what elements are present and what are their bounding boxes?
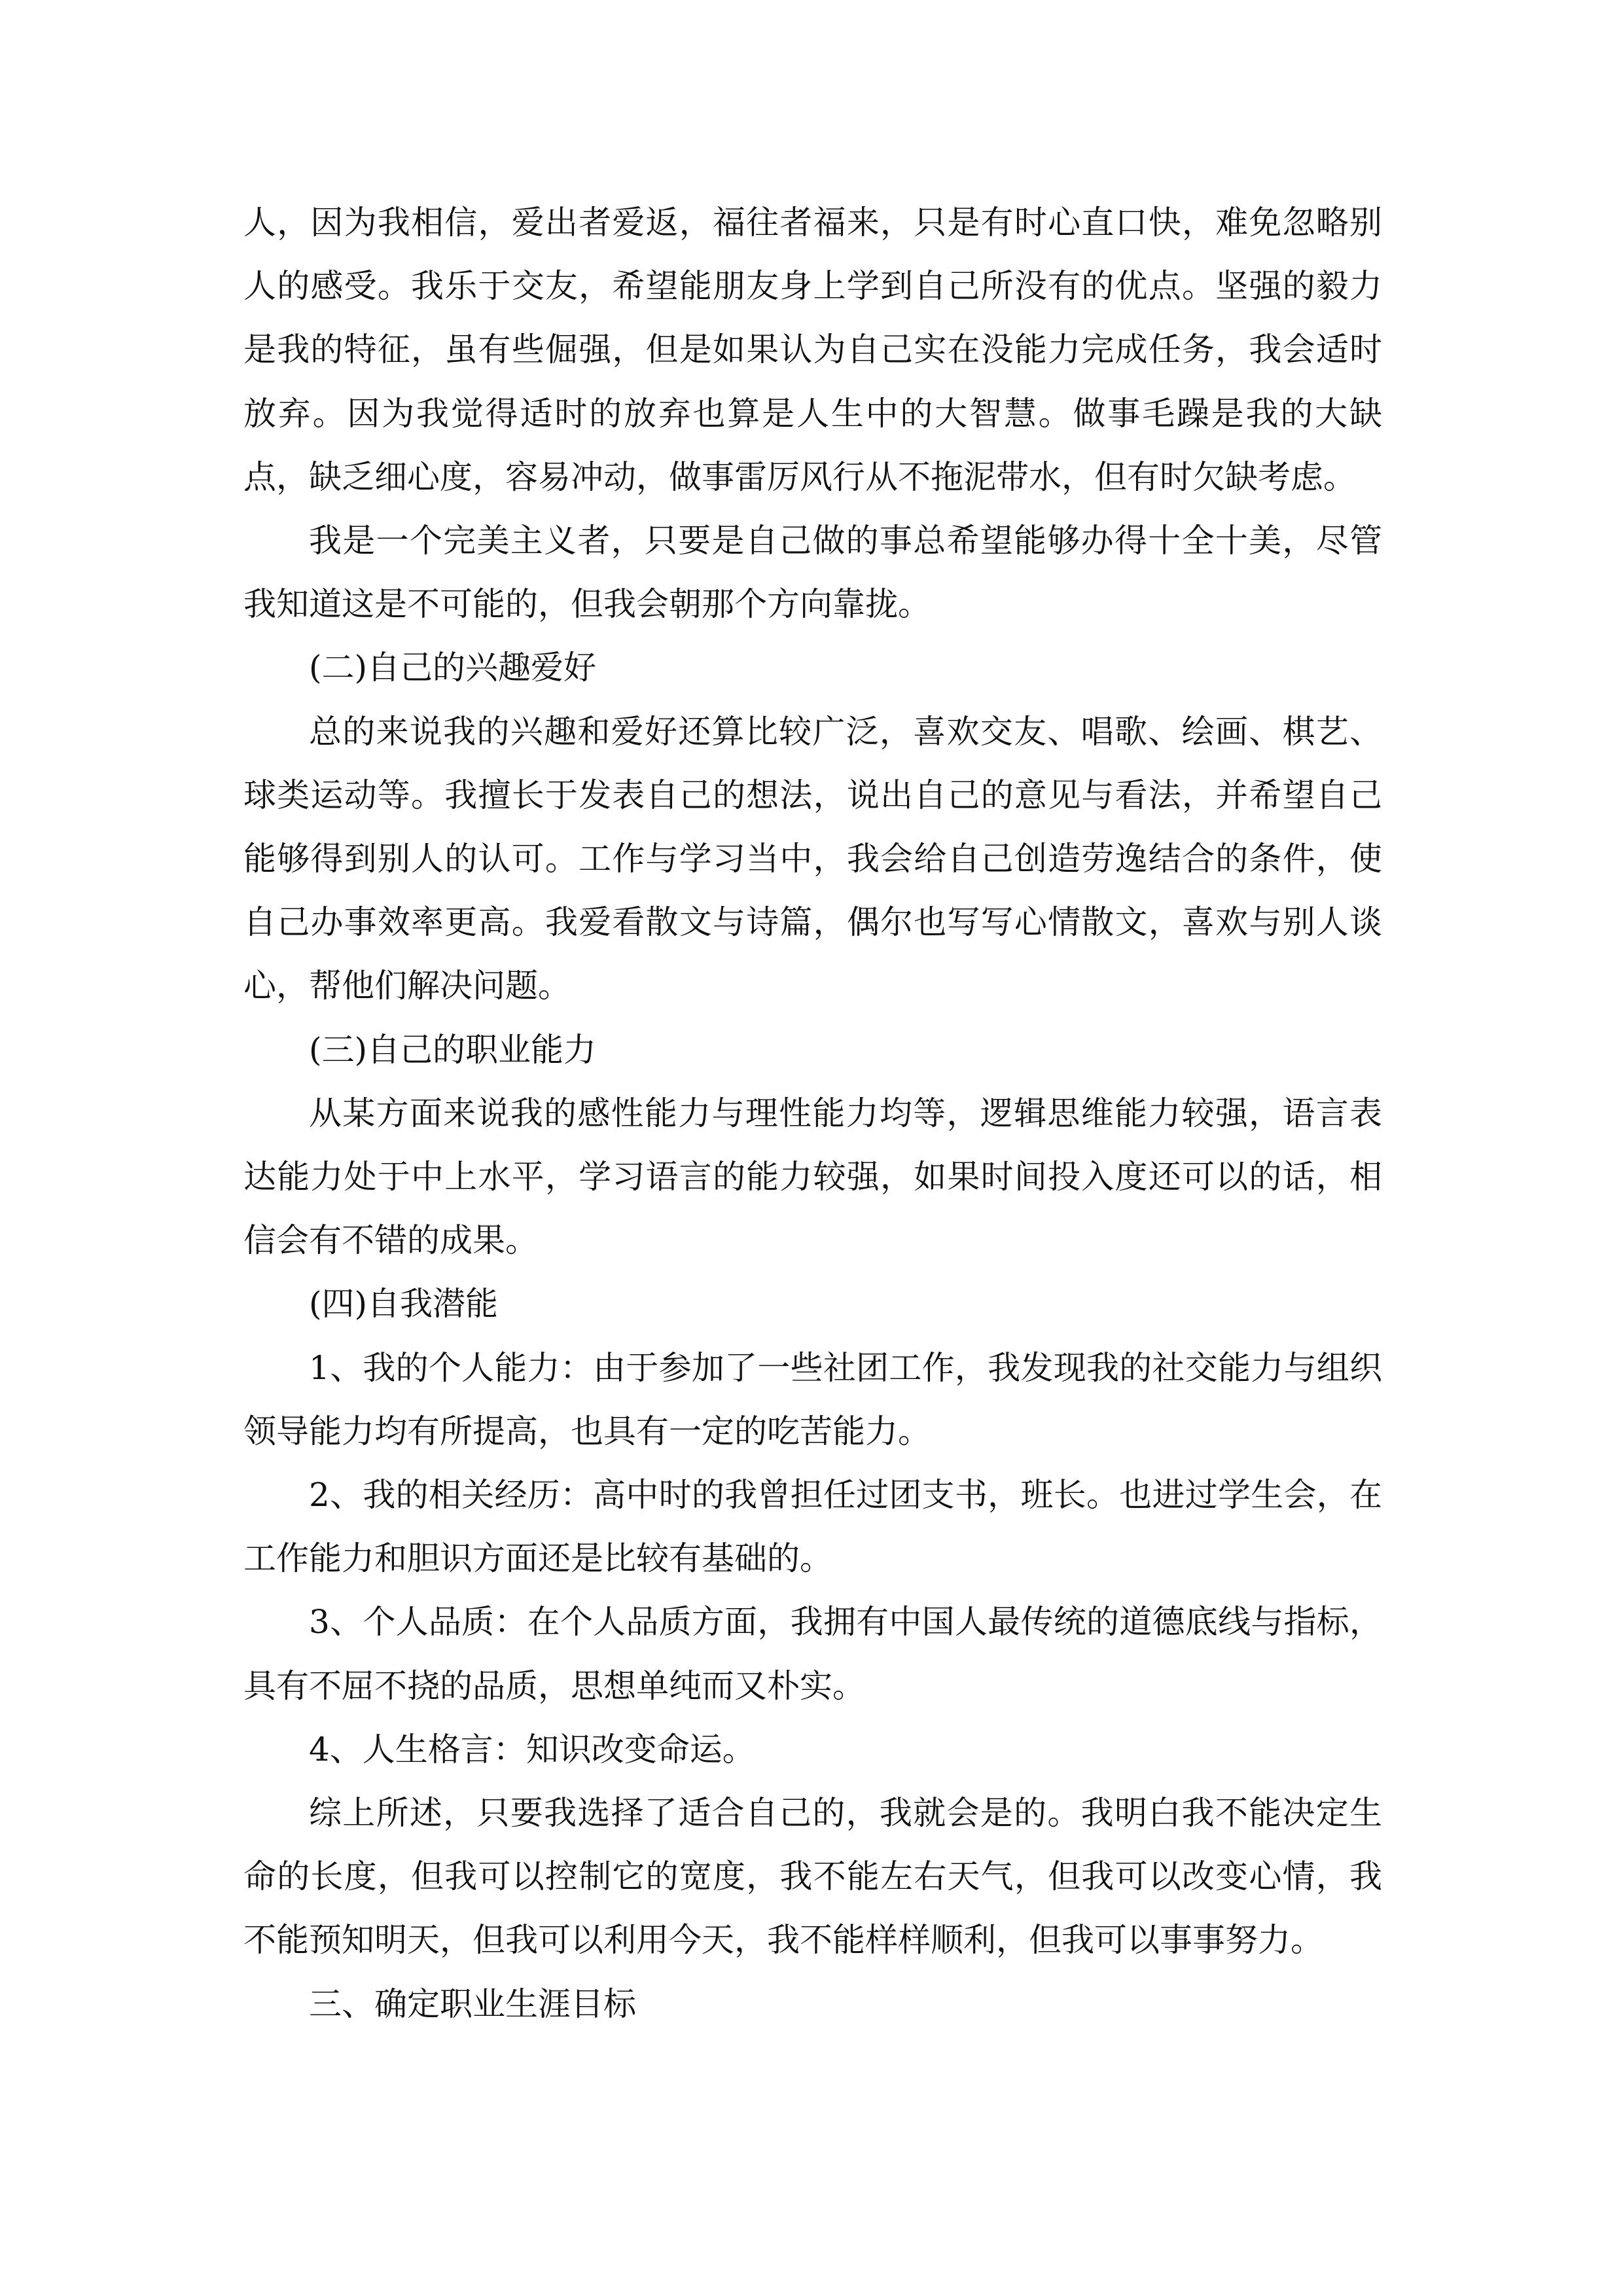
paragraph-interests: 总的来说我的兴趣和爱好还算比较广泛，喜欢交友、唱歌、绘画、棋艺、球类运动等。我擅长于发表自己的想法，说出自己的意见与看法，并希望自己能够得到别人的认可。工作与学习当中，我会给自己创造劳逸结合的条件，使自己办事效率更高。我爱看散文与诗篇，偶尔也写写心情散文，喜欢与别人谈心，帮他们解决问题。 bbox=[243, 712, 1382, 1005]
paragraph-perfectionist: 我是一个完美主义者，只要是自己做的事总希望能够办得十全十美，尽管我知道这是不可能的，但我会朝那个方向靠拢。 bbox=[243, 522, 1382, 624]
paragraph-summary: 综上所述，只要我选择了适合自己的，我就会是的。我明白我不能决定生命的长度，但我可以控制它的宽度，我不能左右天气，但我可以改变心情，我不能预知明天，但我可以利用今天，我不能样样顺利，但我可以事事努力。 bbox=[243, 1794, 1382, 1960]
paragraph-career-ability: 从某方面来说我的感性能力与理性能力均等，逻辑思维能力较强，语言表达能力处于中上水平，学习语言的能力较强，如果时间投入度还可以的话，相信会有不错的成果。 bbox=[243, 1094, 1382, 1260]
section-heading-self-potential: (四)自我潜能 bbox=[309, 1285, 499, 1323]
list-item-personal-quality: 3、个人品质：在个人品质方面，我拥有中国人最传统的道德底线与指标，具有不屈不挠的品质，思想单纯而又朴实。 bbox=[243, 1603, 1382, 1705]
list-item-personal-ability: 1、我的个人能力：由于参加了一些社团工作，我发现我的社交能力与组织领导能力均有所提高，也具有一定的吃苦能力。 bbox=[243, 1348, 1382, 1450]
list-item-related-experience: 2、我的相关经历：高中时的我曾担任过团支书，班长。也进过学生会，在工作能力和胆识方面还是比较有基础的。 bbox=[243, 1476, 1382, 1578]
document-body bbox=[243, 191, 1382, 2036]
section-heading-interests: (二)自己的兴趣爱好 bbox=[309, 649, 597, 687]
section-heading-career-goals: 三、确定职业生涯目标 bbox=[309, 1984, 636, 2023]
section-heading-career-ability: (三)自己的职业能力 bbox=[309, 1030, 597, 1069]
list-item-life-motto: 4、人生格言：知识改变命运。 bbox=[309, 1730, 755, 1768]
paragraph-personality: 人，因为我相信，爱出者爱返，福往者福来，只是有时心直口快，难免忽略别人的感受。我乐于交友，希望能朋友身上学到自己所没有的优点。坚强的毅力是我的特征，虽有些倔强，但是如果认为自己实在没能力完成任务，我会适时放弃。因为我觉得适时的放弃也算是人生中的大智慧。做事毛躁是我的大缺点，缺乏细心度，容易冲动，做事雷厉风行从不拖泥带水，但有时欠缺考虑。 bbox=[243, 204, 1382, 496]
